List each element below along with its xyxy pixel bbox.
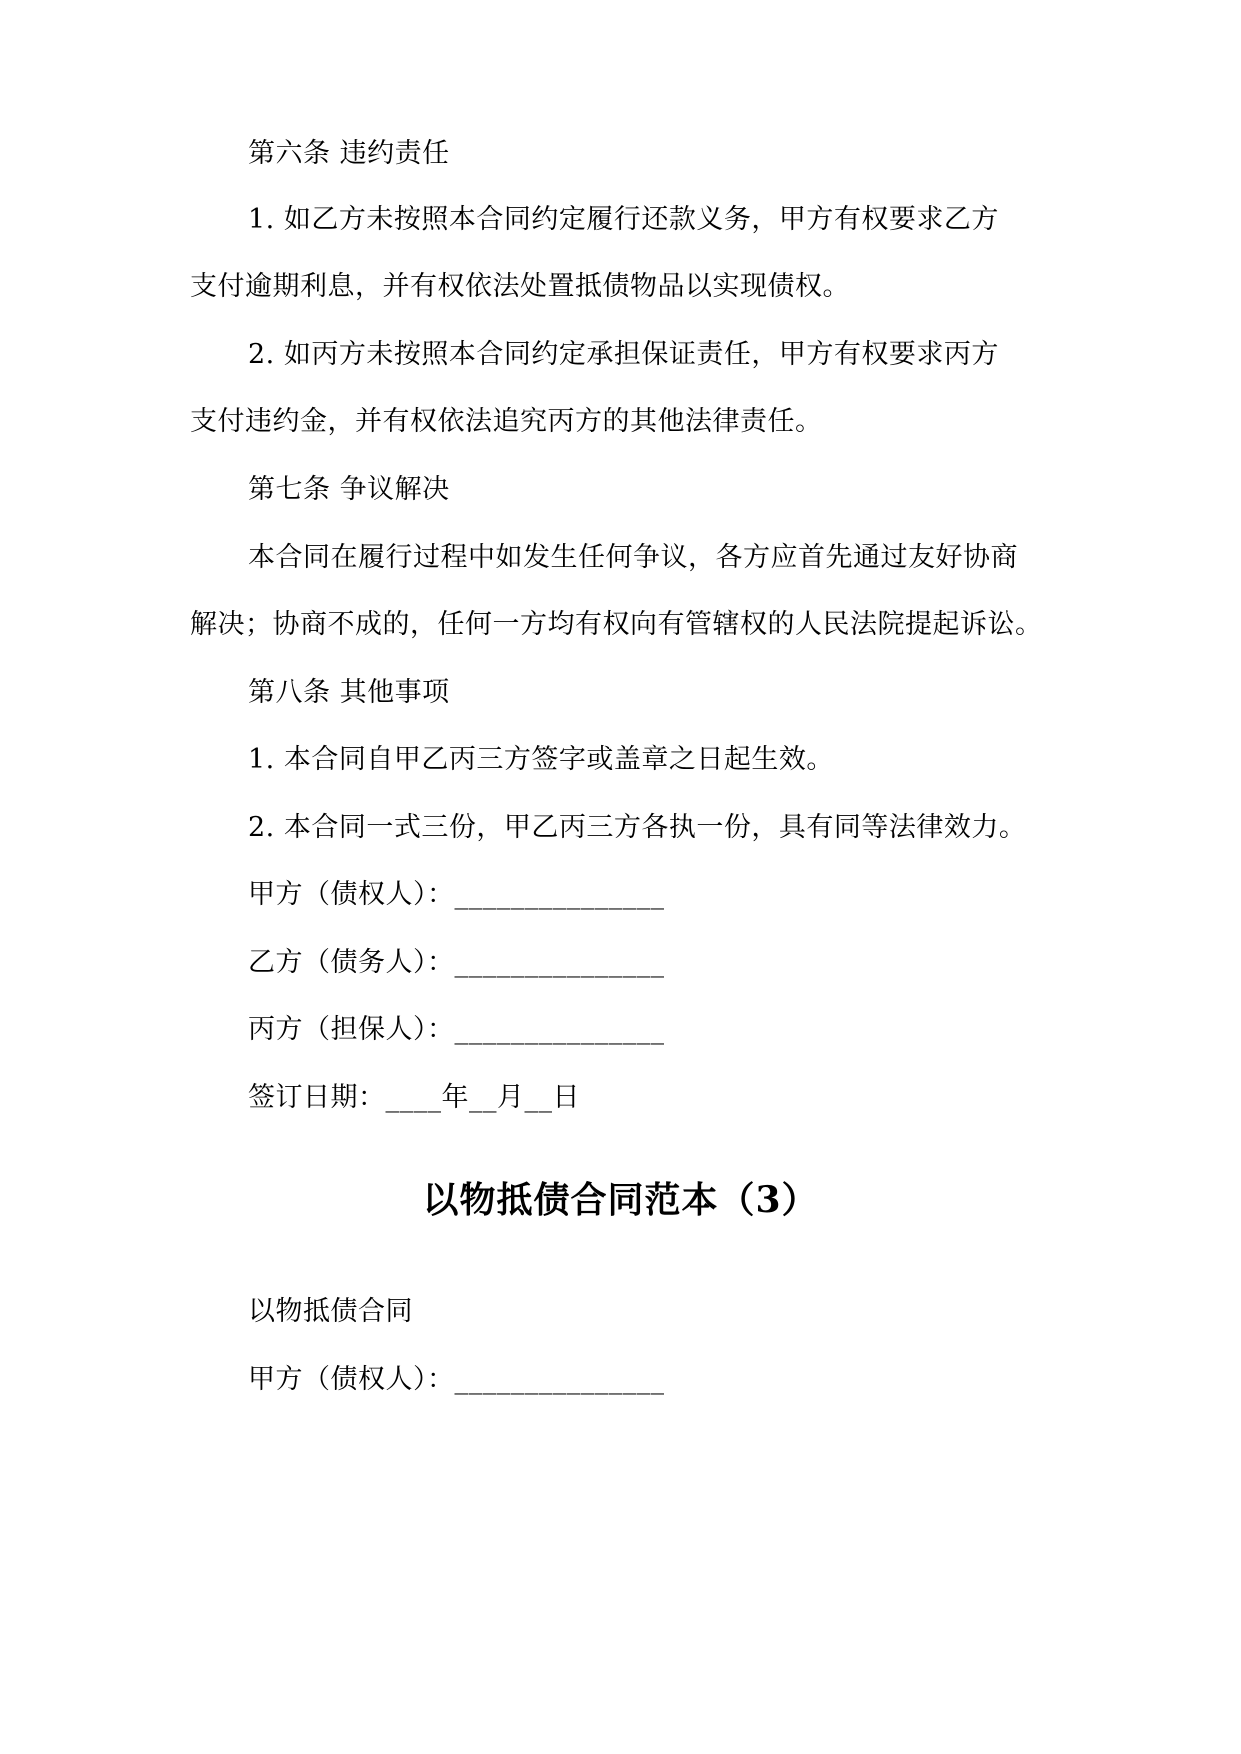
next-signature-party-a: 甲方（债权人）：_______________	[248, 1364, 665, 1395]
article8-item2: 2. 本合同一式三份，甲乙丙三方各执一份，具有同等法律效力。	[248, 812, 1027, 843]
article6-paragraph1-line2: 支付逾期利息，并有权依法处置抵债物品以实现债权。	[190, 271, 850, 302]
signature-party-a: 甲方（债权人）：_______________	[248, 879, 665, 910]
article7-heading: 第七条 争议解决	[248, 474, 450, 505]
article7-paragraph-line1: 本合同在履行过程中如发生任何争议，各方应首先通过友好协商	[248, 542, 1018, 573]
article7-paragraph-line2: 解决；协商不成的，任何一方均有权向有管辖权的人民法院提起诉讼。	[190, 609, 1043, 640]
signature-party-b: 乙方（债务人）：_______________	[248, 947, 665, 978]
signature-date: 签订日期：____年__月__日	[248, 1082, 580, 1113]
article6-paragraph2-line2: 支付违约金，并有权依法追究丙方的其他法律责任。	[190, 406, 823, 437]
contract-name: 以物抵债合同	[248, 1296, 413, 1327]
article6-paragraph2-line1: 2. 如丙方未按照本合同约定承担保证责任，甲方有权要求丙方	[248, 339, 999, 370]
article6-paragraph1-line1: 1. 如乙方未按照本合同约定履行还款义务，甲方有权要求乙方	[248, 204, 999, 235]
signature-party-c: 丙方（担保人）：_______________	[248, 1014, 665, 1045]
article8-item1: 1. 本合同自甲乙丙三方签字或盖章之日起生效。	[248, 744, 834, 775]
article6-heading: 第六条 违约责任	[248, 138, 450, 169]
article8-heading: 第八条 其他事项	[248, 677, 450, 708]
section-title: 以物抵债合同范本（3）	[422, 1179, 819, 1221]
